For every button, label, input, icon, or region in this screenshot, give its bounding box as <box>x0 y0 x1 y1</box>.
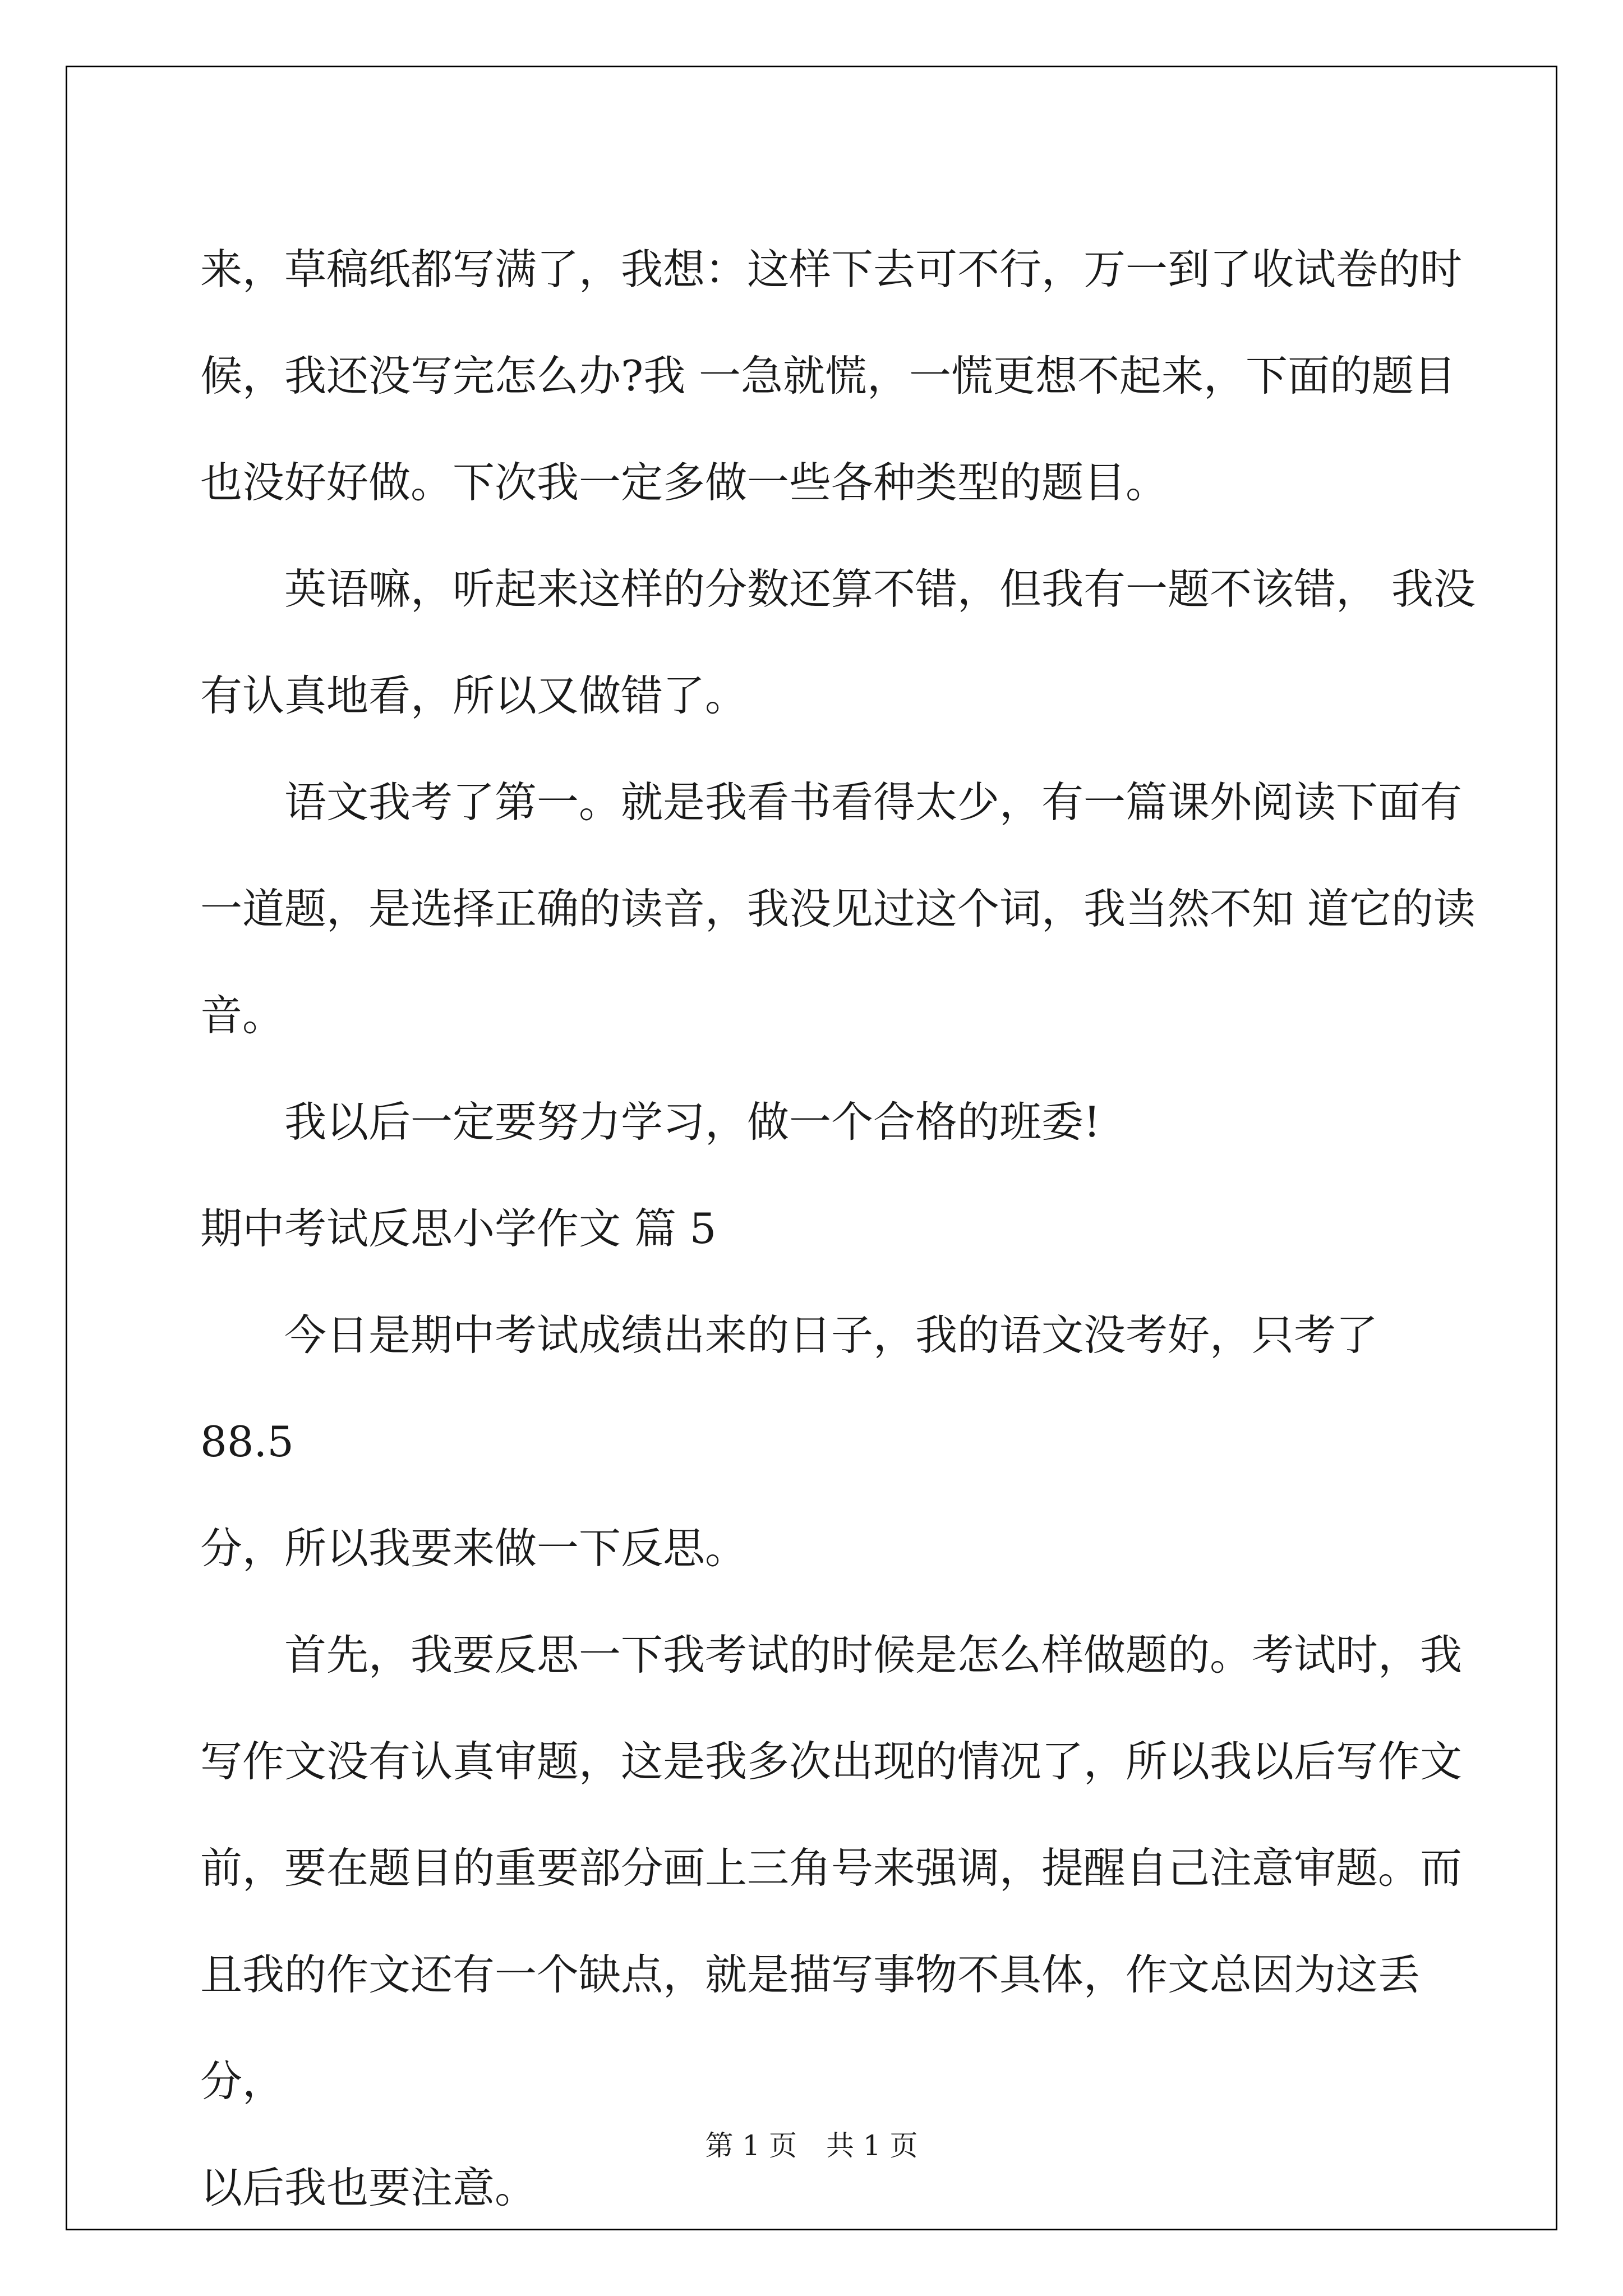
paragraph-1 <box>200 216 1479 536</box>
text-line: 一道题，是选择正确的读音，我没见过这个词，我当然不知 道它的读 <box>200 884 1476 933</box>
paragraph-3 <box>200 749 1479 1069</box>
text-line: 今日是期中考试成绩出来的日子，我的语文没考好，只考了 88.5 <box>200 1310 1378 1466</box>
paragraph-5 <box>200 1282 1479 1602</box>
text-line: 写作文没有认真审题，这是我多次出现的情况了，所以我以后写作文 <box>200 1737 1463 1786</box>
text-line: 有认真地看，所以又做错了。 <box>200 671 748 720</box>
text-line: 英语嘛，听起来这样的分数还算不错，但我有一题不该错， 我没 <box>284 564 1476 614</box>
paragraph-2 <box>200 536 1479 749</box>
section-heading <box>200 1175 1479 1282</box>
text-line: 以后我也要注意。 <box>200 2163 537 2212</box>
text-line: 来，草稿纸都写满了，我想：这样下去可不行，万一到了收试卷的时 <box>200 245 1463 294</box>
paragraph-4 <box>200 1069 1479 1175</box>
text-line: 我以后一定要努力学习，做一个合格的班委! <box>284 1097 1101 1147</box>
text-line: 且我的作文还有一个缺点，就是描写事物不具体，作文总因为这丢分， <box>200 1950 1421 2106</box>
page-total: 共 1 页 <box>826 2129 918 2162</box>
text-line: 候，我还没写完怎么办?我 一急就慌，一慌更想不起来，下面的题目 <box>200 351 1456 401</box>
text-line: 首先，我要反思一下我考试的时候是怎么样做题的。考试时，我 <box>284 1630 1463 1680</box>
text-line: 也没好好做。下次我一定多做一些各种类型的题目。 <box>200 458 1168 507</box>
text-line: 语文我考了第一。就是我看书看得太少，有一篇课外阅读下面有 <box>284 777 1463 827</box>
page-number: 第 1 页 <box>705 2129 797 2162</box>
text-line: 分，所以我要来做一下反思。 <box>200 1524 748 1573</box>
document-body <box>200 216 1479 2241</box>
page-footer <box>0 2123 1623 2164</box>
text-line: 音。 <box>200 991 285 1040</box>
heading-text: 期中考试反思小学作文 篇 5 <box>200 1204 717 1253</box>
text-line: 前，要在题目的重要部分画上三角号来强调，提醒自己注意审题。而 <box>200 1843 1463 1893</box>
